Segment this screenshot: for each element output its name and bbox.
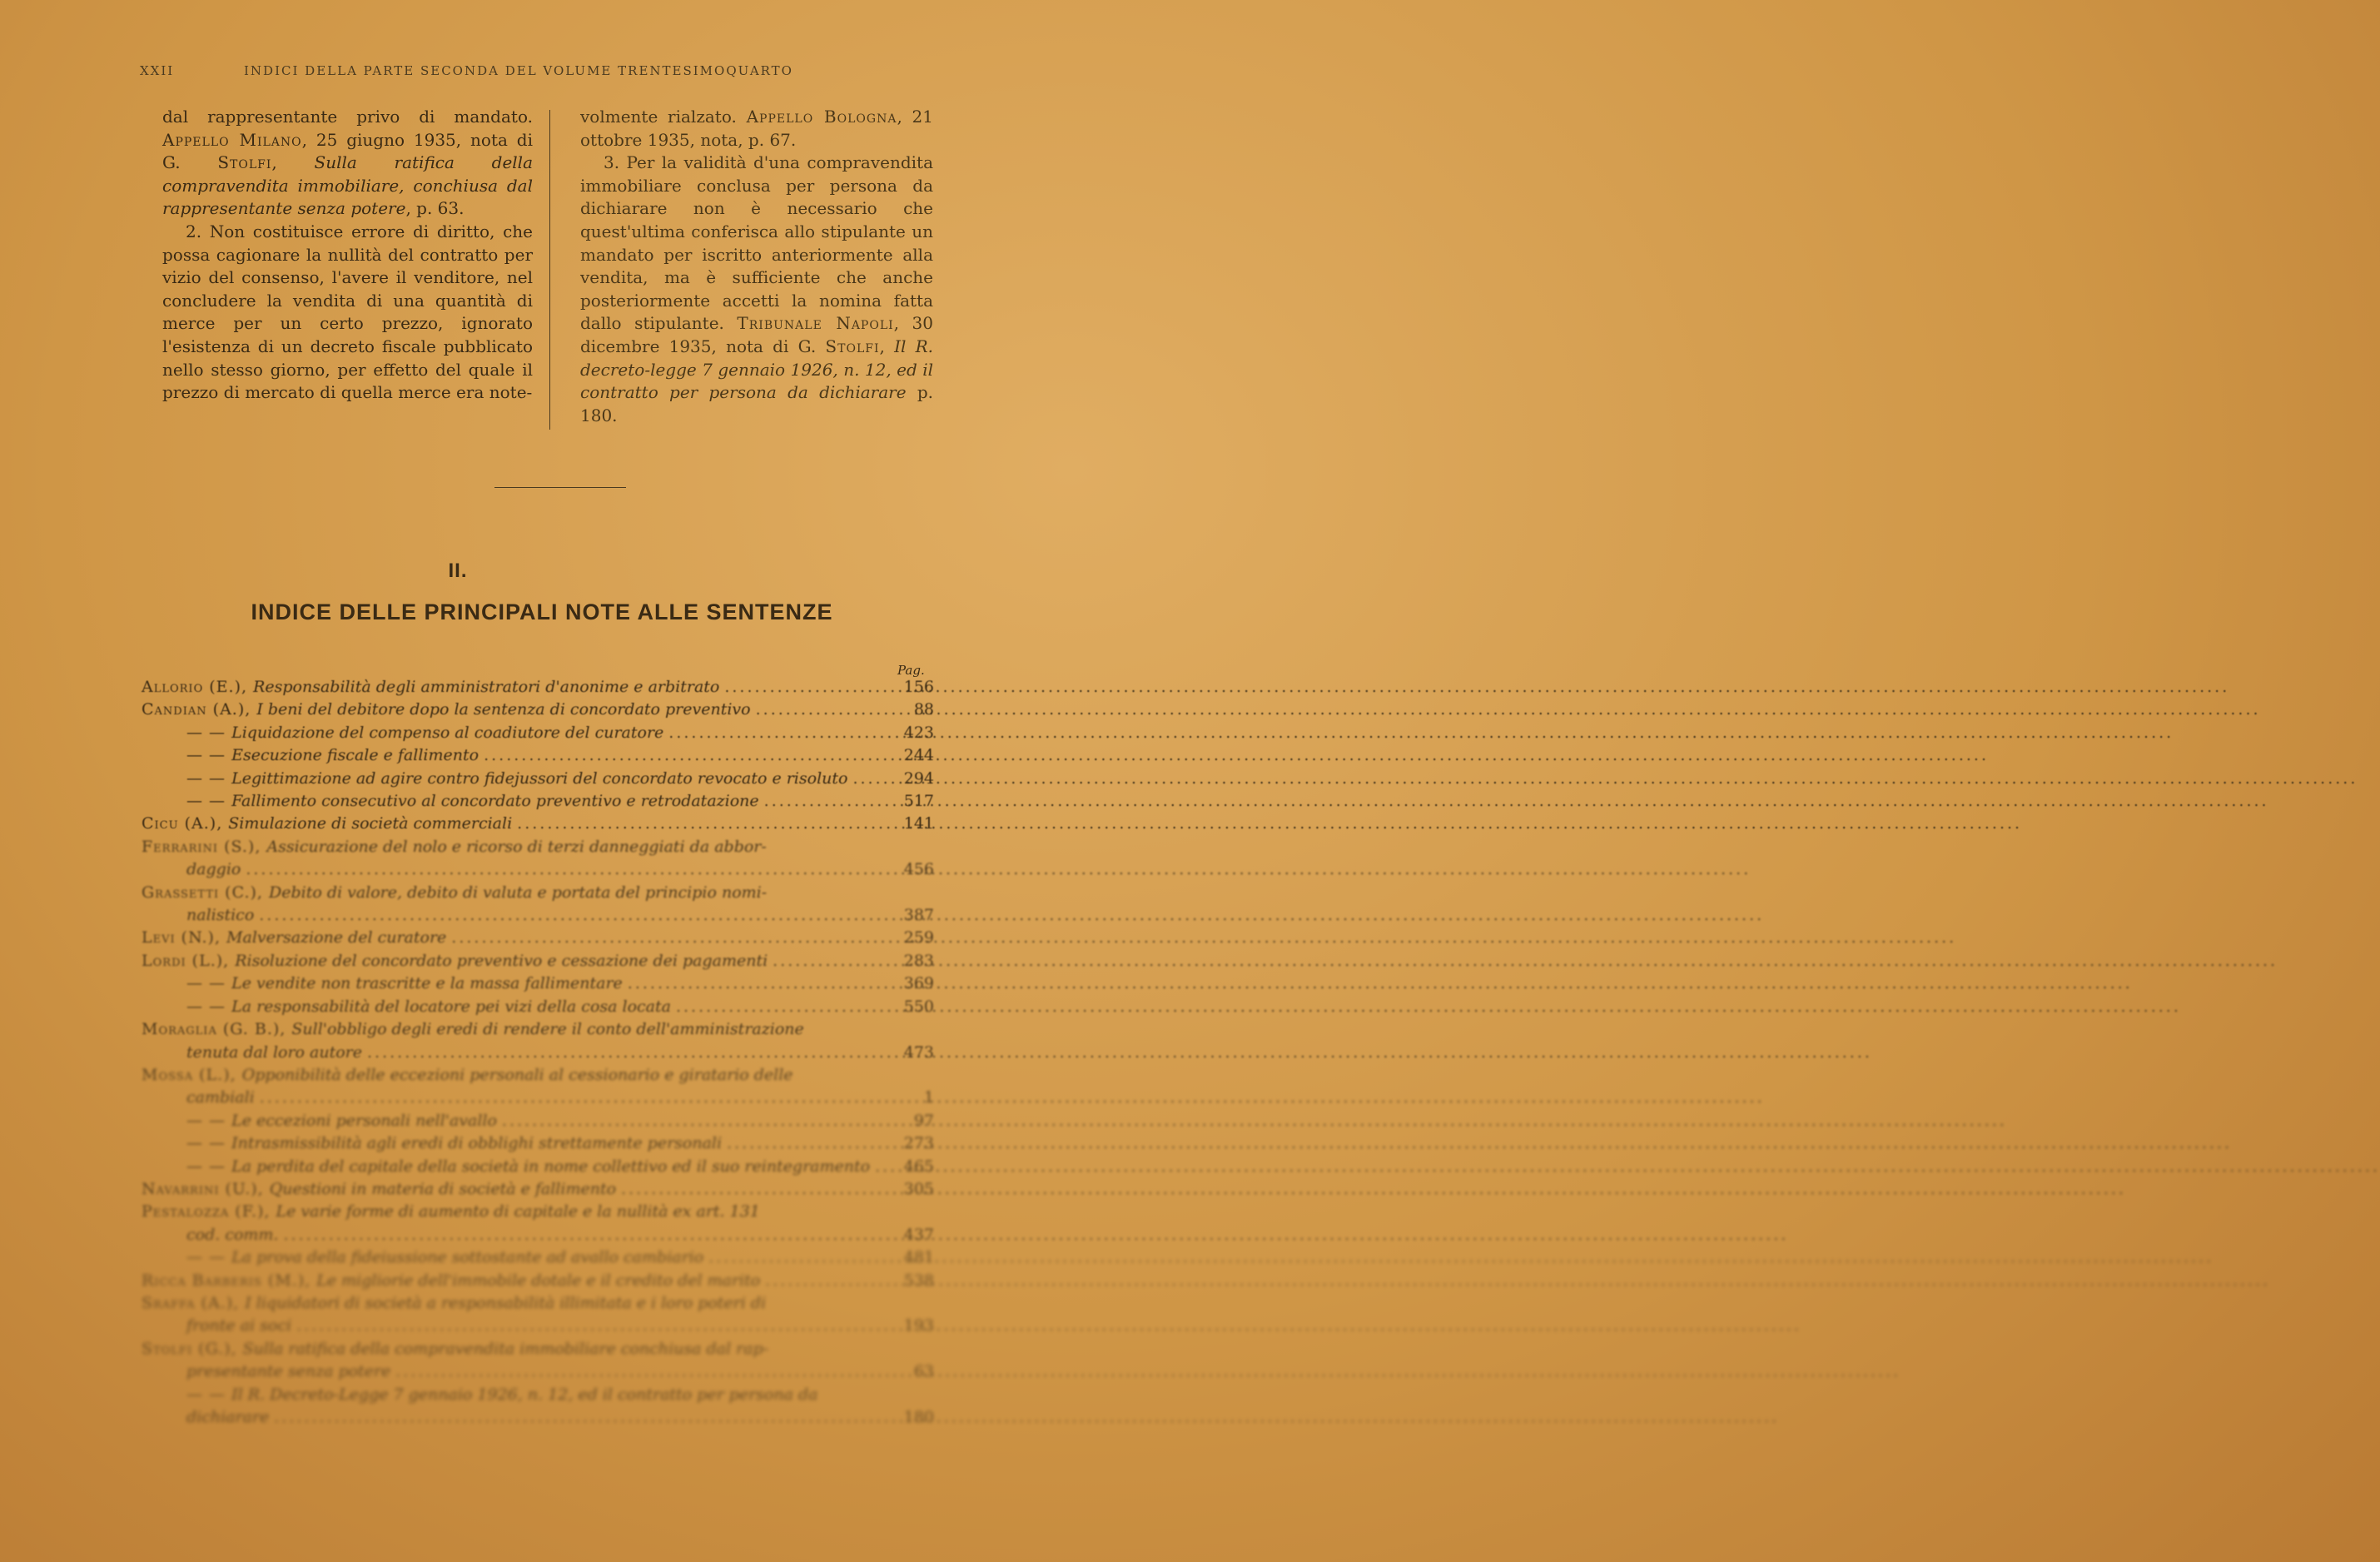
book-page: [0, 0, 972, 1562]
leader-dots: [727, 1132, 2232, 1155]
entry-title: La prova della fideiussione sottostante ad avallo cambiario: [231, 1248, 704, 1267]
entry-title: Le varie forme di aumento di capitale e la nullità ex art. 131: [276, 1202, 760, 1221]
entry-page-number: 244: [903, 746, 934, 765]
entry-title: Le migliorie dell'immobile dotale e il credito del marito: [316, 1271, 761, 1290]
entry-continuation-line: [142, 1361, 884, 1383]
leader-dots: [274, 1406, 1779, 1429]
leader-dots: [296, 1315, 1801, 1337]
index-entry: [142, 722, 934, 744]
entry-title: Esecuzione fiscale e fallimento: [231, 746, 479, 765]
paragraph-1: [162, 106, 533, 221]
entry-text: [142, 1292, 766, 1315]
column-divider: [549, 110, 550, 430]
index-entry: [142, 744, 934, 767]
index-entry: [142, 813, 934, 835]
section-rule: [494, 487, 626, 488]
entry-author: Lordi (L.),: [142, 951, 236, 970]
leader-dots: [875, 1156, 2380, 1178]
entry-page-number: 1: [923, 1088, 934, 1107]
entry-text: [186, 973, 623, 995]
entry-page-number: 550: [903, 997, 934, 1016]
leader-dots: [517, 813, 2022, 835]
entry-text: [142, 1064, 793, 1087]
index-entry: [142, 1246, 934, 1269]
entry-line: [142, 1292, 884, 1315]
leader-dots: [708, 1246, 2214, 1269]
leader-dots: [628, 973, 2133, 995]
entry-author: — —: [186, 1111, 232, 1130]
entry-line: [142, 1246, 884, 1269]
court-name: Tribunale Napoli: [737, 313, 894, 334]
entry-text: [142, 1201, 760, 1223]
entry-line: [142, 1201, 884, 1223]
leader-dots: [764, 790, 2269, 813]
court-name: Appello Bologna: [746, 107, 897, 127]
entry-title: Liquidazione del compenso al coadiutore del curatore: [231, 723, 664, 742]
entry-text: [186, 722, 663, 744]
paragraph-1: [580, 106, 933, 152]
entry-title: Sulla ratifica della compravendita immobiliare conchiusa dal rap-: [242, 1339, 769, 1358]
text: , 21 ottobre 1935, nota, p. 67.: [580, 107, 933, 150]
entry-text: [142, 927, 446, 949]
entry-line: [142, 996, 884, 1018]
entry-line: [142, 1178, 884, 1201]
text: 3. Per la validità d'una compravendita immobiliare conclusa per persona da dichiarare non è necessario che quest'ultima conferisca allo stipulante un mandato per iscritto anteriormente alla vendita, ma è sufficiente che anche posteriormente accetti la nomina fatta dallo stipulante.: [580, 152, 933, 334]
leader-dots: [484, 744, 1989, 767]
entry-continuation-line: [142, 1315, 884, 1337]
leader-dots: [773, 950, 2278, 973]
entry-author: Ferrarini (S.),: [142, 837, 267, 856]
index-entry: [142, 1270, 934, 1292]
entry-line: [142, 722, 884, 744]
index-entry: [142, 882, 934, 928]
index-entry: [142, 1110, 934, 1132]
entry-line: [142, 836, 884, 858]
entry-text: [142, 813, 512, 835]
index-entry: [142, 950, 934, 973]
entry-page-number: 193: [903, 1316, 934, 1336]
entry-title: Assicurazione del nolo e ricorso di terzi danneggiati da abbor-: [266, 837, 767, 856]
index-entry: [142, 1338, 934, 1384]
entry-line: [142, 744, 884, 767]
entry-author: — —: [186, 974, 232, 993]
leader-dots: [260, 1087, 1765, 1109]
index-entry: [142, 768, 934, 790]
note-title: Sulla ratifica della compravendita immobiliare, conchiusa dal rappresentante senza potere: [162, 152, 534, 219]
entry-page-number: 97: [913, 1111, 934, 1130]
page-column-label: Pag.: [897, 663, 925, 678]
entry-title-continuation: fronte ai soci: [186, 1316, 292, 1336]
entry-text: [186, 1384, 817, 1406]
leader-dots: [395, 1361, 1901, 1383]
index-entry: [142, 1018, 934, 1064]
entry-page-number: 294: [903, 769, 934, 788]
entry-text: [186, 1156, 870, 1178]
entry-author: Ricca Barberis (M.),: [142, 1271, 317, 1290]
index-entry: [142, 790, 934, 813]
entry-line: [142, 813, 884, 835]
leader-dots: [502, 1110, 2007, 1132]
entry-line: [142, 1064, 884, 1087]
text: dal rappresentante privo di mandato.: [162, 107, 533, 127]
entry-author: Stolfi (G.),: [142, 1339, 243, 1358]
index-entry: [142, 836, 934, 882]
entry-author: Candian (A.),: [142, 700, 257, 719]
entry-title: Legittimazione ad agire contro fidejussori del concordato revocato e risoluto: [231, 769, 848, 788]
entry-title: Le eccezioni personali nell'avallo: [231, 1111, 497, 1130]
entry-page-number: 465: [903, 1157, 934, 1176]
entry-line: [142, 1132, 884, 1155]
entry-title: Le vendite non trascritte e la massa fallimentare: [231, 974, 623, 993]
index-entry: [142, 1064, 934, 1110]
entry-title-continuation: tenuta dal loro autore: [186, 1042, 363, 1062]
entry-title-continuation: cambiali: [186, 1088, 255, 1107]
index-entry: [142, 996, 934, 1018]
entry-title: Simulazione di società commerciali: [228, 814, 513, 833]
entry-page-number: 283: [903, 951, 934, 970]
entry-title-continuation: cod. comm.: [186, 1225, 279, 1244]
entry-continuation-line: [142, 1087, 884, 1109]
entry-page-number: 273: [903, 1134, 934, 1153]
entry-author: Mossa (L.),: [142, 1065, 242, 1084]
entry-page-number: 141: [903, 814, 934, 833]
running-title: INDICI DELLA PARTE SECONDA DEL VOLUME TRENTESIMOQUARTO: [244, 63, 793, 78]
entry-line: [142, 790, 884, 813]
entry-author: Pestalozza (F.),: [142, 1202, 276, 1221]
paragraph-2: [580, 152, 933, 427]
entry-text: [142, 950, 768, 973]
entry-author: — —: [186, 723, 232, 742]
entry-author: — —: [186, 746, 232, 765]
entry-page-number: 517: [903, 792, 934, 811]
index-entry: [142, 699, 934, 721]
entry-title: I beni del debitore dopo la sentenza di concordato preventivo: [256, 700, 751, 719]
entry-text: [186, 1246, 703, 1269]
entry-page-number: 88: [913, 700, 934, 719]
entry-author: Levi (N.),: [142, 928, 227, 948]
entry-page-number: 437: [903, 1225, 934, 1244]
author-name: Stolfi: [825, 336, 880, 356]
entry-author: Grassetti (C.),: [142, 883, 269, 902]
entry-title: Risoluzione del concordato preventivo e cessazione dei pagamenti: [235, 951, 768, 970]
entry-page-number: 180: [903, 1408, 934, 1426]
entry-author: — —: [186, 1134, 232, 1153]
entry-text: [186, 1110, 497, 1132]
section-title: INDICE DELLE PRINCIPALI NOTE ALLE SENTENZE: [251, 599, 833, 624]
entry-title: La responsabilità del locatore pei vizi della cosa locata: [231, 997, 671, 1016]
text: volmente rialzato.: [580, 107, 747, 127]
index-entry: [142, 973, 934, 995]
text: ,: [271, 152, 315, 173]
entry-continuation-line: [142, 904, 884, 927]
court-name: Appello Milano: [162, 129, 302, 150]
entry-text: [186, 996, 671, 1018]
entry-page-number: 387: [903, 906, 934, 925]
entry-title-continuation: daggio: [186, 860, 241, 879]
leader-dots: [367, 1042, 1872, 1064]
entry-line: [142, 1338, 884, 1361]
entry-page-number: 473: [903, 1042, 934, 1062]
entry-author: Navarrini (U.),: [142, 1179, 270, 1198]
entry-line: [142, 950, 884, 973]
entry-text: [142, 882, 767, 904]
entry-page-number: 259: [903, 928, 934, 948]
entry-author: — —: [186, 997, 232, 1016]
index-entry: [142, 676, 934, 699]
leader-dots: [621, 1178, 2126, 1201]
entry-continuation-line: [142, 858, 884, 881]
entry-text: [142, 676, 719, 699]
entry-page-number: 156: [903, 678, 934, 696]
entry-line: [142, 699, 884, 721]
leader-dots: [451, 927, 1956, 949]
entry-title: I liquidatori di società a responsabilità illimitata e i loro poteri di: [245, 1293, 767, 1312]
leader-dots: [765, 1270, 2270, 1292]
entry-author: Sraffa (A.),: [142, 1293, 246, 1312]
page-number: XXII: [140, 63, 175, 78]
entry-text: [186, 768, 847, 790]
entry-title: Sull'obbligo degli eredi di rendere il conto dell'amministrazione: [291, 1020, 804, 1039]
entry-line: [142, 1110, 884, 1132]
entry-title: Responsabilità degli amministratori d'anonime e arbitrato: [253, 678, 720, 696]
index-entry: [142, 1178, 934, 1201]
entry-continuation-line: [142, 1224, 884, 1246]
entry-page-number: 481: [903, 1248, 934, 1267]
index-entry: [142, 1201, 934, 1246]
entry-title-continuation: presentante senza potere: [186, 1362, 391, 1381]
entry-page-number: 423: [903, 723, 934, 742]
text: , 30 dicembre 1935, nota di G.: [580, 313, 933, 356]
entry-title: Intrasmissibilità agli eredi di obblighi strettamente personali: [231, 1134, 723, 1153]
entry-continuation-line: [142, 1406, 884, 1429]
entry-line: [142, 1156, 884, 1178]
entry-title: Opponibilità delle eccezioni personali al cessionario e giratario delle: [241, 1065, 793, 1084]
index-entry: [142, 1384, 934, 1430]
entry-line: [142, 768, 884, 790]
entry-author: Allorio (E.),: [142, 678, 254, 696]
entry-line: [142, 1018, 884, 1041]
entry-line: [142, 1384, 884, 1406]
notes-index: [142, 676, 934, 1429]
entry-page-number: 369: [903, 974, 934, 993]
entry-text: [186, 1132, 722, 1155]
entry-title: La perdita del capitale della società in nome collettivo ed il suo reintegramento: [231, 1157, 871, 1176]
entry-page-number: 63: [913, 1362, 934, 1381]
entry-title: Fallimento consecutivo al concordato preventivo e retrodatazione: [231, 792, 759, 811]
entry-line: [142, 676, 884, 699]
entry-text: [142, 1178, 616, 1201]
text: ,: [879, 336, 895, 356]
left-column: [162, 106, 533, 405]
entry-text: [186, 744, 479, 767]
entry-title: Questioni in materia di società e fallimento: [269, 1179, 617, 1198]
entry-text: [142, 1338, 768, 1361]
entry-title: Il R. Decreto-Legge 7 gennaio 1926, n. 12, ed il contratto per persona da: [231, 1385, 818, 1404]
entry-line: [142, 1270, 884, 1292]
entry-author: — —: [186, 1385, 232, 1404]
entry-text: [142, 1018, 804, 1041]
leader-dots: [724, 676, 2229, 699]
entry-author: — —: [186, 1248, 232, 1267]
entry-text: [142, 836, 767, 858]
entry-title-continuation: nalistico: [186, 906, 255, 925]
section-number: II.: [448, 560, 468, 582]
entry-author: — —: [186, 792, 232, 811]
entry-author: — —: [186, 769, 232, 788]
entry-text: [142, 699, 751, 721]
text: , p. 63.: [405, 198, 465, 219]
entry-author: Cicu (A.),: [142, 814, 229, 833]
entry-page-number: 305: [903, 1179, 934, 1198]
leader-dots: [259, 904, 1764, 927]
right-column: [580, 106, 933, 427]
note-title: Il R. decreto-legge 7 gennaio 1926, n. 12, ed il contratto per persona da dichiarare: [580, 336, 933, 403]
index-entry: [142, 927, 934, 949]
entry-title: Debito di valore, debito di valuta e portata del principio nomi-: [269, 883, 768, 902]
entry-line: [142, 882, 884, 904]
index-entry: [142, 1132, 934, 1155]
text: , 25 giugno 1935, nota di G.: [162, 129, 533, 173]
author-name: Stolfi: [217, 152, 272, 173]
entry-continuation-line: [142, 1042, 884, 1064]
entry-line: [142, 973, 884, 995]
paragraph-2: 2. Non costituisce errore di diritto, che possa cagionare la nullità del contratto per vizio del consenso, l'avere il venditore, nel concludere la vendita di una quantità di merce per un certo prezzo, ignorato l'esistenza di un decreto fiscale pubblicato nello stesso giorno, per effetto del quale il prezzo di mercato di quella merce era note-: [162, 221, 533, 403]
entry-title: Malversazione del curatore: [226, 928, 447, 948]
index-entry: [142, 1156, 934, 1178]
entry-text: [142, 1270, 760, 1292]
text: p. 180.: [580, 382, 933, 425]
leader-dots: [246, 858, 1751, 881]
entry-text: [186, 790, 759, 813]
entry-title-continuation: dichiarare: [186, 1408, 270, 1426]
leader-dots: [283, 1224, 1788, 1246]
index-entry: [142, 1292, 934, 1338]
entry-page-number: 456: [903, 860, 934, 879]
entry-author: Moraglia (G. B.),: [142, 1020, 292, 1039]
entry-line: [142, 927, 884, 949]
leader-dots: [852, 768, 2358, 790]
entry-page-number: 538: [903, 1271, 934, 1290]
leader-dots: [756, 699, 2261, 721]
entry-author: — —: [186, 1157, 232, 1176]
